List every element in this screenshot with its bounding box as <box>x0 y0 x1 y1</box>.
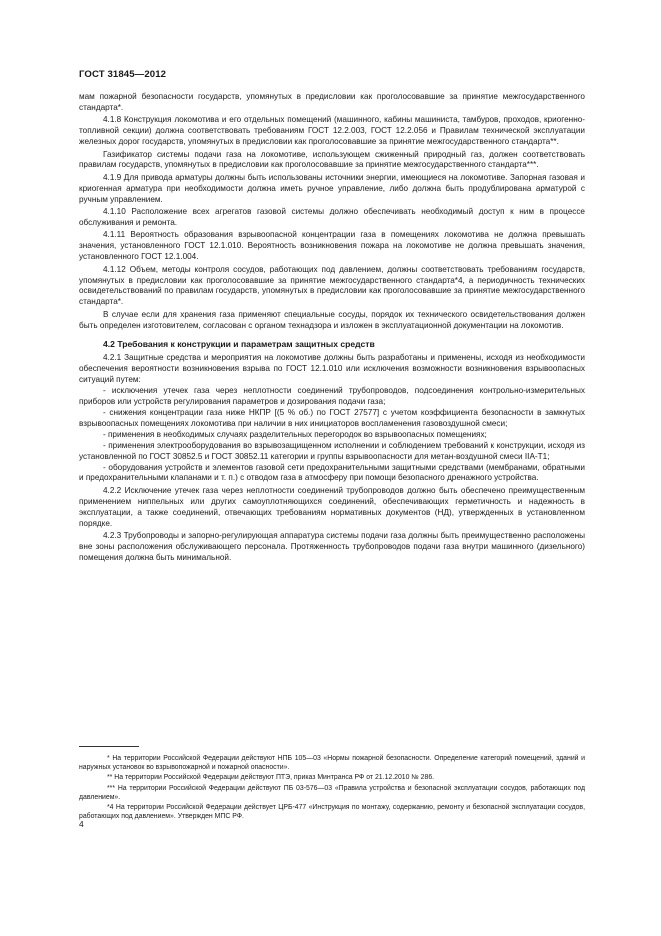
footnote-separator <box>79 746 139 747</box>
paragraph: - оборудования устройств и элементов газовой сети предохранительными защитными средствами (мембранами, обратными и предохранительными клапанами и т. п.) с отводом газа в атмосферу при помощи безопасного дренажного устройства. <box>79 462 585 483</box>
document-header: ГОСТ 31845—2012 <box>79 69 167 80</box>
footnote: *** На территории Российской Федерации действуют ПБ 03-576—03 «Правила устройства и безопасной эксплуатации сосудов, работающих под давлением». <box>79 784 585 801</box>
main-text <box>79 92 585 564</box>
paragraph: 4.1.8 Конструкция локомотива и его отдельных помещений (машинного, кабины машиниста, тамбуров, проходов, криогенно-топливной секции) должна соответствовать требованиям ГОСТ 12.2.003, ГОСТ 12.2.056 и Правилам технической эксплуатации железных дорог государств, упомянутых в предисловии как проголосовавшие за принятие межгосударственного стандарта**. <box>79 115 585 147</box>
paragraph: 4.2.3 Трубопроводы и запорно-регулирующая аппаратура системы подачи газа должны быть преимущественно расположены вне зоны расположения обслуживающего персонала. Протяженность трубопроводов подачи газа внутри машинного (дизельного) помещения должна быть минимальной. <box>79 530 585 562</box>
paragraph: мам пожарной безопасности государств, упомянутых в предисловии как проголосовавшие за принятие межгосударственного стандарта*. <box>79 92 585 112</box>
section-heading: 4.2 Требования к конструкции и параметрам защитных средств <box>103 338 375 349</box>
paragraph: - снижения концентрации газа ниже НКПР [(5 % об.) по ГОСТ 27577] с учетом коэффициента безопасности в замкнутых взрывоопасных помещениях локомотива при наличии в них инициаторов воспламенения газовоздушной смеси; <box>79 407 585 428</box>
footnote: * На территории Российской Федерации действуют НПБ 105—03 «Нормы пожарной безопасности. Определение категорий помещений, зданий и наружных установок во взрывопожарной и пожарной опасности». <box>79 755 585 772</box>
footnote: ** На территории Российской Федерации действуют ПТЭ, приказ Минтранса РФ от 21.12.2010 № 286. <box>107 774 435 782</box>
paragraph: Газификатор системы подачи газа на локомотиве, использующем сжиженный природный газ, должен соответствовать правилам государств, упомянутых в предисловии как проголосовавшие за принятие межгосударственного стандарта***. <box>79 149 585 170</box>
paragraph: 4.1.9 Для привода арматуры должны быть использованы источники энергии, имеющиеся на локомотиве. Запорная газовая и криогенная арматура при необходимости должна иметь ручное управление, либо должна быть продублирована арматурой с ручным управлением. <box>79 172 585 204</box>
footnotes <box>79 754 585 822</box>
paragraph: 4.1.11 Вероятность образования взрывоопасной концентрации газа в помещениях локомотива не должна превышать значения, установленного ГОСТ 12.1.010. Вероятность возникновения пожара на локомотиве не должна превышать значения, установленного ГОСТ 12.1.004. <box>79 230 585 262</box>
paragraph: 4.1.12 Объем, методы контроля сосудов, работающих под давлением, должны соответствовать требованиям государств, упомянутых в предисловии как проголосовавшие за принятие межгосударственного стандарта*4, а периодичность технических освидетельствований по правилам государств, упомянутых в предисловии как проголосовавшие за принятие межгосударственного стандарта*. <box>79 264 585 307</box>
paragraph: 4.2.1 Защитные средства и мероприятия на локомотиве должны быть разработаны и применены, исходя из необходимости обеспечения вероятности возникновения взрыва по ГОСТ 12.1.010 или исключения возможности возникновения взрывоопасных ситуаций путем: <box>79 353 585 385</box>
page-number: 4 <box>79 819 84 829</box>
paragraph: - применения в необходимых случаях разделительных перегородок во взрывоопасных помещениях; <box>103 429 487 439</box>
paragraph: - исключения утечек газа через неплотности соединений трубопроводов, подсоединения контрольно-измерительных приборов или устройств регулирования параметров и дозирования подачи газа; <box>79 386 585 407</box>
paragraph: В случае если для хранения газа применяют специальные сосуды, порядок их технического освидетельствования должен быть определен изготовителем, согласован с органом технадзора и изложен в эксплуатационной документации на локомотив. <box>79 309 585 330</box>
paragraph: 4.2.2 Исключение утечек газа через неплотности соединений трубопроводов должно быть обеспечено преимущественным применением ниппельных или других самоуплотняющихся соединений, обеспечивающих герметичность и надежность в эксплуатации, а также соединений, отвечающих требованиям нормативных документов (НД), утвержденных в установленном порядке. <box>79 485 585 528</box>
paragraph: 4.1.10 Расположение всех агрегатов газовой системы должно обеспечивать необходимый доступ к ним в процессе обслуживания и ремонта. <box>79 207 585 227</box>
footnote: *4 На территории Российской Федерации действует ЦРБ-477 «Инструкция по монтажу, содержанию, ремонту и безопасной эксплуатации сосудов, работающих под давлением». Утвержден МПС РФ. <box>79 804 585 821</box>
paragraph: - применения электрооборудования во взрывозащищенном исполнении и соблюдением требований к конструкции, исходя из установленной по ГОСТ 30852.5 и ГОСТ 30852.11 категории и группы взрывоопасности для метан-воздушной смеси IIA-T1; <box>79 440 585 461</box>
